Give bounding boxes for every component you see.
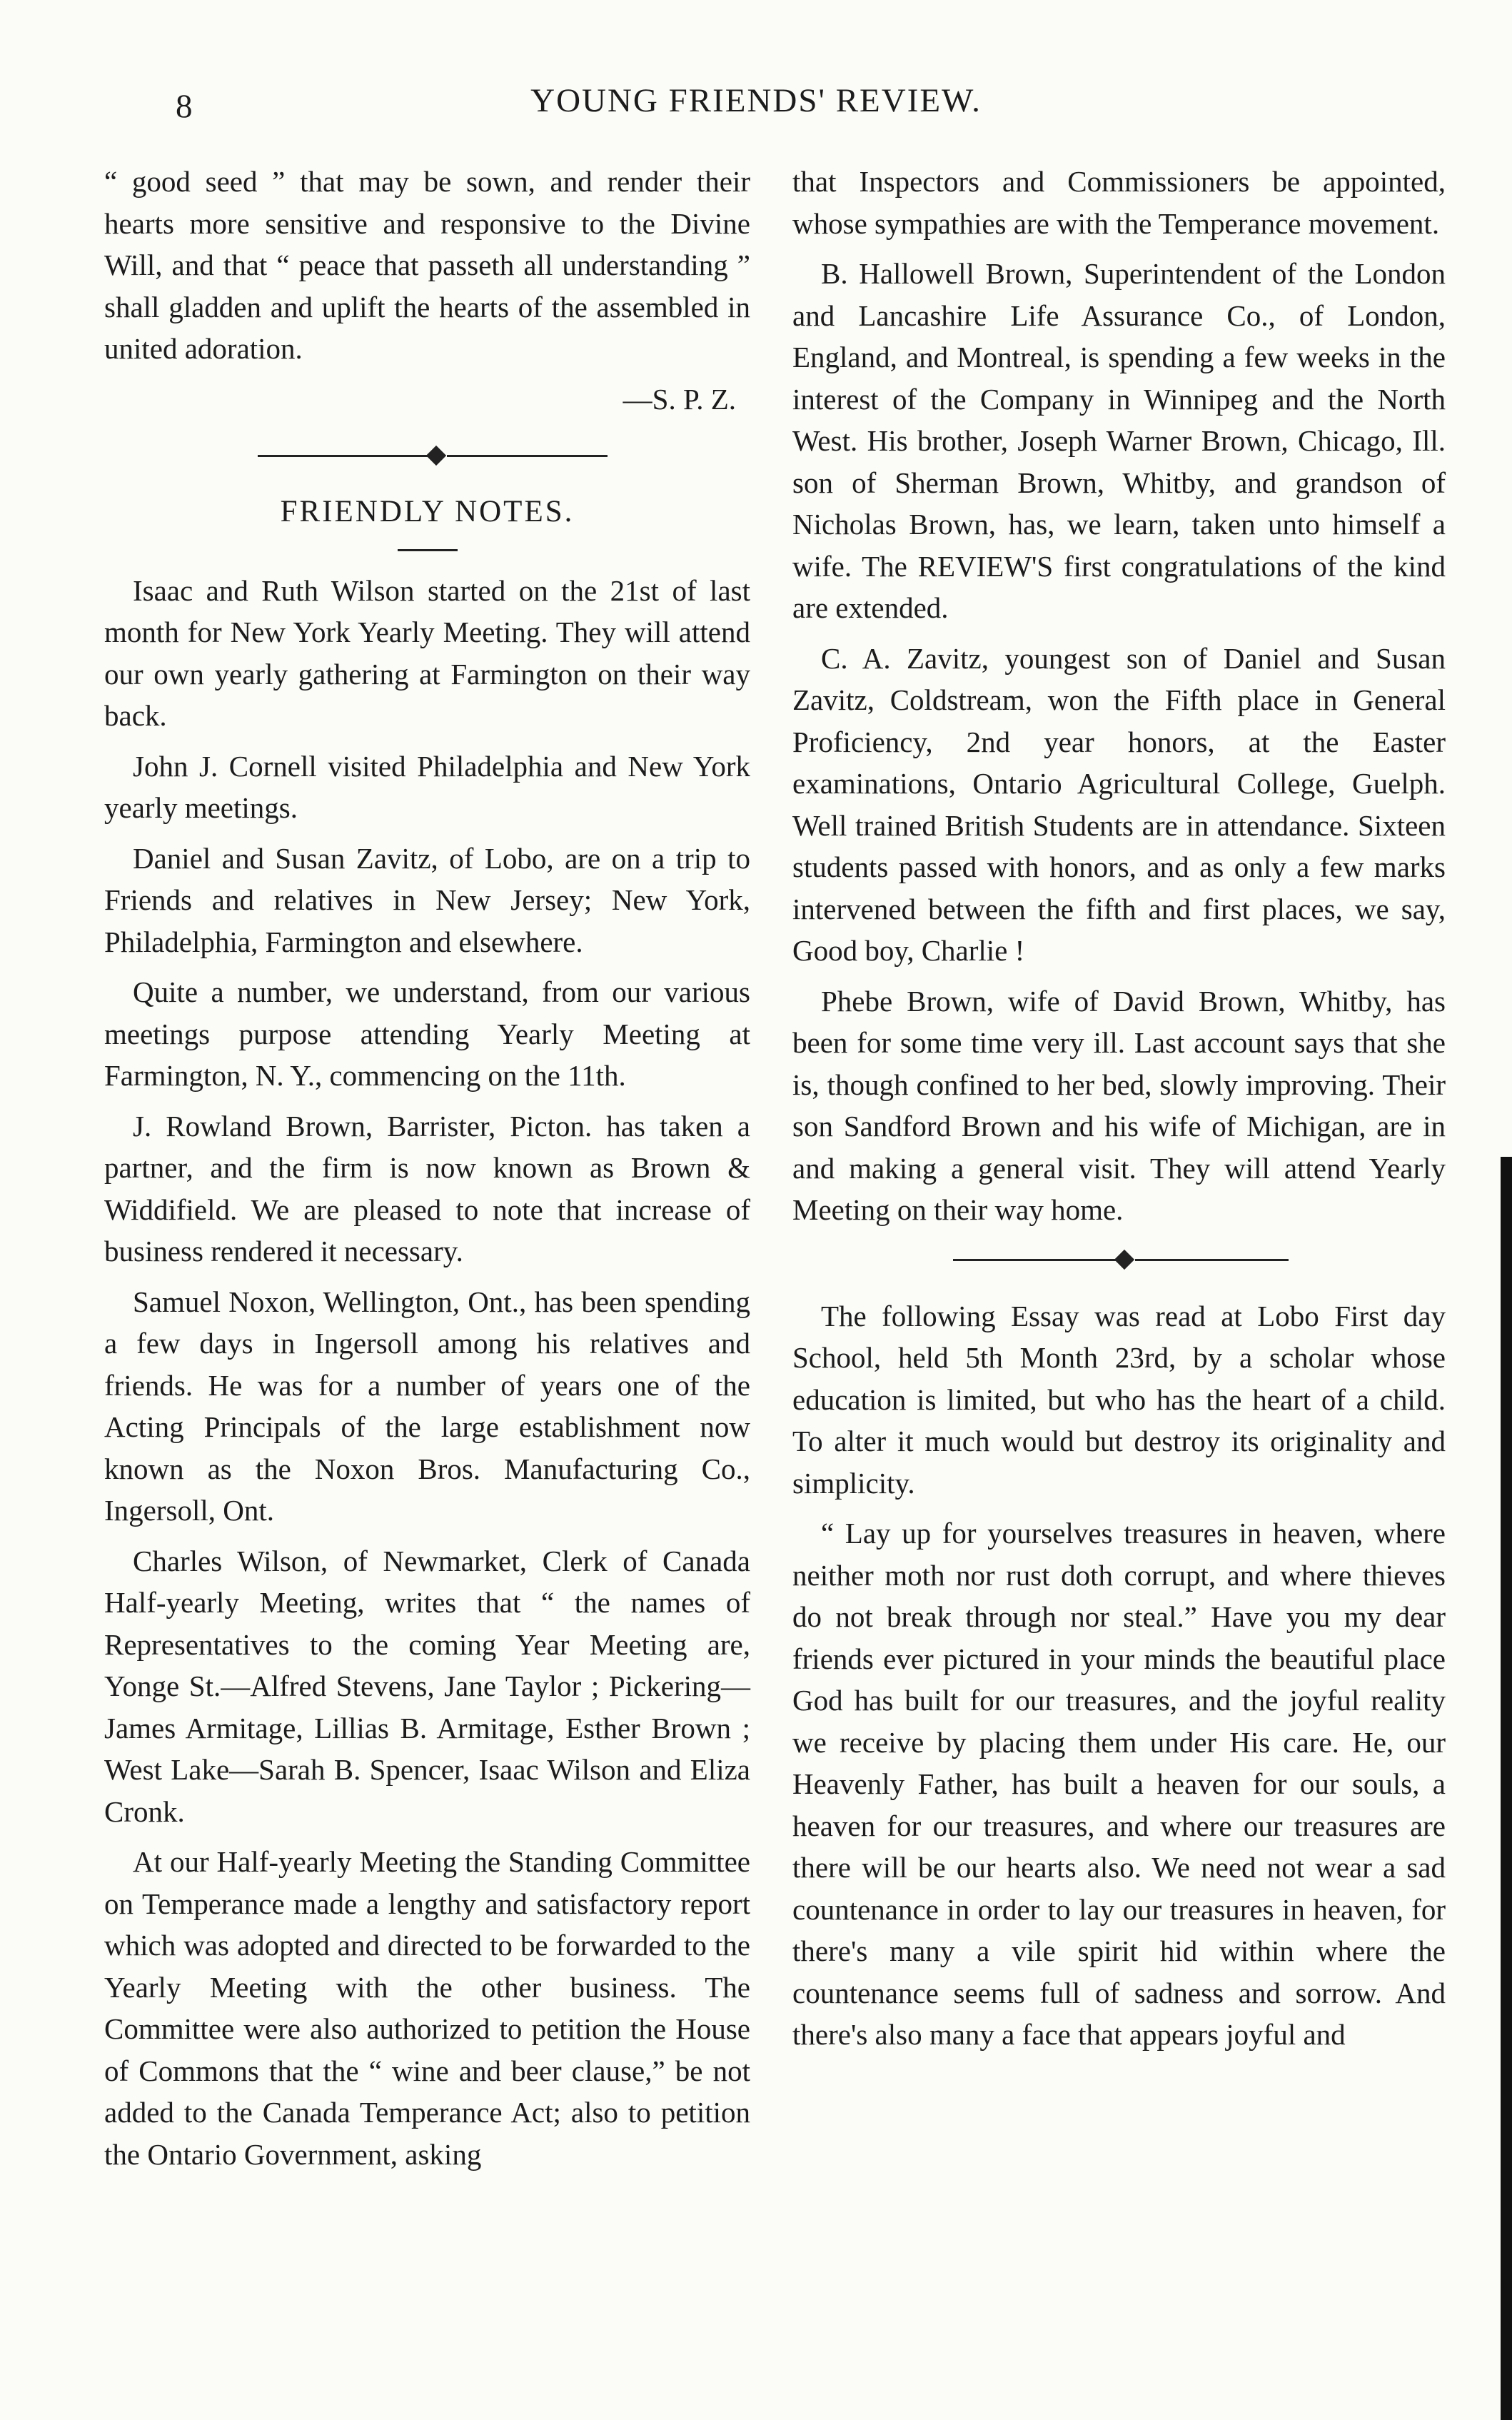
note-paragraph: Phebe Brown, wife of David Brown, Whitby, has been for some time very ill. Last account says that she is, though confined to her bed, slowly improving. Their son Sandford Brown and his wife of Michigan, are in and making a general visit. They will attend Yearly Meeting on their way home. xyxy=(792,984,1446,1226)
left-column xyxy=(104,161,750,2184)
note-paragraph: Isaac and Ruth Wilson started on the 21st of last month for New York Yearly Meeting. They will attend our own yearly gathering at Farmington on their way back. xyxy=(104,573,750,732)
right-column xyxy=(792,161,1446,2064)
essay-intro: The following Essay was read at Lobo First day School, held 5th Month 23rd, by a scholar whose education is limited, but who has the heart of a child. To alter it much would but destroy its originality and simplicity. xyxy=(792,1299,1446,1500)
note-paragraph: B. Hallowell Brown, Superintendent of the London and Lancashire Life Assurance Co., of London, England, and Montreal, is spending a few weeks in the interest of the Company in Winnipeg and the North West. His brother, Joseph Warner Brown, Chicago, Ill. son of Sherman Brown, Whitby, and grandson of Nicholas Brown, has, we learn, taken unto himself a wife. The REVIEW'S first congratulations of the kind are extended. xyxy=(792,257,1446,624)
ornamental-divider xyxy=(792,1245,1446,1274)
essay-text: “ Lay up for yourselves treasures in heaven, where neither moth nor rust doth corrupt, and where thieves do not break through nor steal.” Have you my dear friends ever pictured in your minds the beautiful place God has built for our treasures, and the joyful reality we receive by placing them under His care. He, our Heavenly Father, has built a heaven for our souls, a heaven for our treasures, and where our treasures are there will be our hearts also. We need not wear a sad countenance in order to lay our treasures in heaven, for there's many a vile spirit hid within where the countenance seems full of sadness and sorrow. And there's also many a face that appears joyful and xyxy=(792,1517,1446,2051)
note-paragraph: Charles Wilson, of Newmarket, Clerk of Canada Half-yearly Meeting, writes that “ the names of Representatives to the coming Year Meeting are, Yonge St.—Alfred Stevens, Jane Taylor ; Pickering—James Armitage, Lillias B. Armitage, Esther Brown ; West Lake—Sarah B. Spencer, Isaac Wilson and Eliza Cronk. xyxy=(104,1544,750,1828)
page-number: 8 xyxy=(176,88,193,125)
continued-paragraph: that Inspectors and Commissioners be appointed, whose sympathies are with the Temperance movement. xyxy=(792,165,1446,240)
note-paragraph: J. Rowland Brown, Barrister, Picton. has taken a partner, and the firm is now known as Brown & Widdifield. We are pleased to note that increase of business rendered it necessary. xyxy=(104,1109,750,1267)
scan-edge-shadow xyxy=(1501,1157,1512,2420)
note-paragraph: John J. Cornell visited Philadelphia and New York yearly meetings. xyxy=(104,749,750,824)
ornamental-divider xyxy=(104,441,750,470)
note-paragraph: Daniel and Susan Zavitz, of Lobo, are on a trip to Friends and relatives in New Jersey; New York, Philadelphia, Farmington and elsewhere. xyxy=(104,841,750,958)
section-title: FRIENDLY NOTES. xyxy=(280,495,575,528)
running-title: YOUNG FRIENDS' REVIEW. xyxy=(530,82,982,119)
signature: —S. P. Z. xyxy=(623,382,736,416)
opening-paragraph: “ good seed ” that may be sown, and render their hearts more sensitive and responsive to the Divine Will, and that “ peace that passeth all understanding ” shall gladden and uplift the hearts of the assembled in united adoration. xyxy=(104,165,750,365)
title-underline xyxy=(398,549,458,551)
note-paragraph: Quite a number, we understand, from our various meetings purpose attending Yearly Meeting at Farmington, N. Y., commencing on the 11th. xyxy=(104,975,750,1092)
note-paragraph: At our Half-yearly Meeting the Standing Committee on Temperance made a lengthy and satisfactory report which was adopted and directed to be forwarded to the Yearly Meeting with the other business. The Committee were also authorized to petition the House of Commons that the “ wine and beer clause,” be not added to the Canada Temperance Act; also to petition the Ontario Government, asking xyxy=(104,1845,750,2171)
note-paragraph: C. A. Zavitz, youngest son of Daniel and Susan Zavitz, Coldstream, won the Fifth place in General Proficiency, 2nd year honors, at the Easter examinations, Ontario Agricultural College, Guelph. Well trained British Students are in attendance. Sixteen students passed with honors, and as only a few marks intervened between the fifth and first places, we say, Good boy, Charlie ! xyxy=(792,641,1446,967)
note-paragraph: Samuel Noxon, Wellington, Ont., has been spending a few days in Ingersoll among his relatives and friends. He was for a number of years one of the Acting Principals of the large establishment now known as the Noxon Bros. Manufacturing Co., Ingersoll, Ont. xyxy=(104,1285,750,1527)
